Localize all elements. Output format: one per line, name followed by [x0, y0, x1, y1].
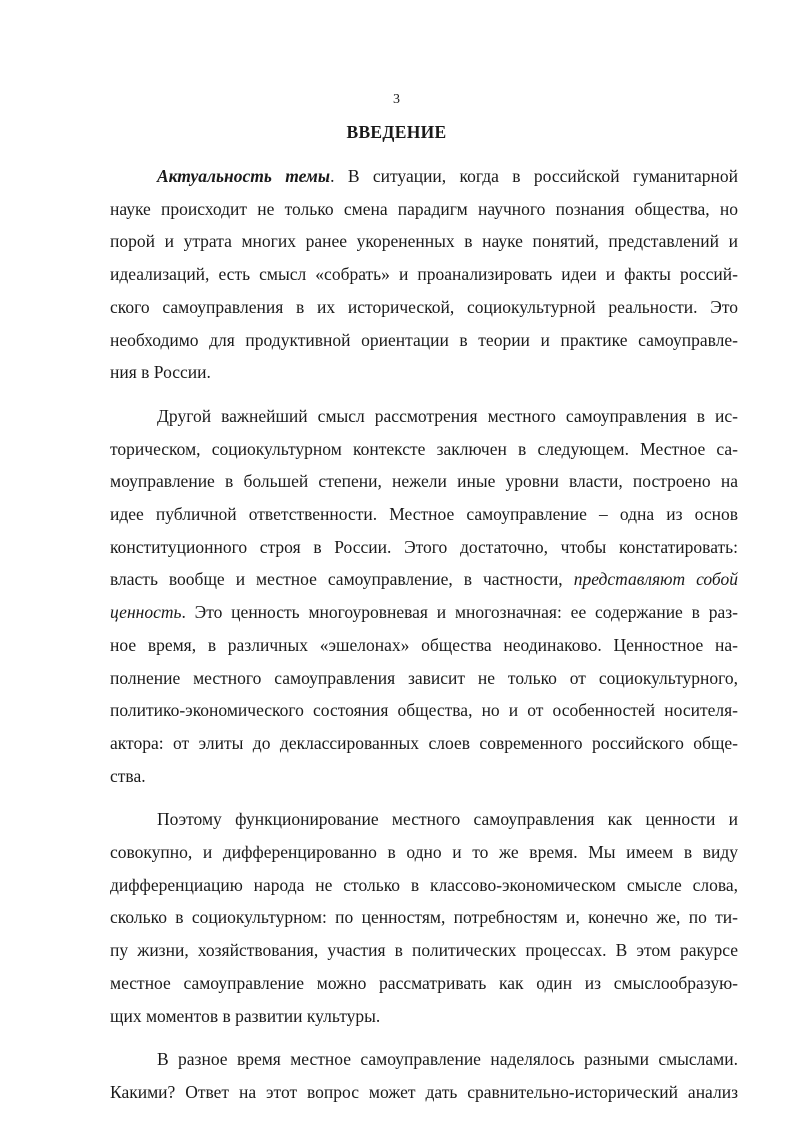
- text-line: пу жизни, хозяйствования, участия в политических процессах. В этом ракурсе: [110, 940, 738, 961]
- paragraph-3: [110, 803, 738, 1032]
- text-line: необходимо для продуктивной ориентации в теории и практике самоуправле-: [110, 329, 738, 350]
- text-line: Актуальность темы. В ситуации, когда в российской гуманитарной: [157, 166, 739, 186]
- text-line: полнение местного самоуправления зависит не только от социокультурного,: [110, 667, 738, 688]
- text-line: политико-экономического состояния общества, но и от особенностей носителя-: [110, 700, 738, 721]
- text-line: дифференциацию народа не столько в классово-экономическом смысле слова,: [110, 874, 738, 895]
- text-line: идеализаций, есть смысл «собрать» и проанализировать идеи и факты россий-: [110, 264, 738, 285]
- paragraph-2: [110, 400, 738, 792]
- page-number: 3: [393, 92, 400, 107]
- paragraph-4: [110, 1043, 738, 1108]
- text-line: щих моментов в развитии культуры.: [110, 1005, 381, 1026]
- italic-phrase: ценность: [110, 602, 182, 623]
- text-line: моуправление в большей степени, нежели иные уровни власти, построено на: [110, 471, 738, 492]
- text-line: совокупно, и дифференцированно в одно и то же время. Мы имеем в виду: [110, 842, 738, 863]
- text-line: власть вообще и местное самоуправление, в частности, представляют собой: [110, 569, 738, 590]
- text-line: ценность. Это ценность многоуровневая и многозначная: ее содержание в раз-: [110, 602, 738, 623]
- italic-phrase: представляют собой: [573, 569, 738, 590]
- text-line: местное самоуправление можно рассматривать как один из смыслообразую-: [110, 972, 738, 993]
- text-line: Какими? Ответ на этот вопрос может дать сравнительно-исторический анализ: [110, 1081, 738, 1102]
- text-line: конституционного строя в России. Этого достаточно, чтобы констатировать:: [110, 536, 738, 557]
- paragraph-1: [110, 160, 738, 389]
- text-line: порой и утрата многих ранее укорененных в науке понятий, представлений и: [110, 231, 738, 252]
- body-text: [110, 160, 738, 1120]
- page-title: ВВЕДЕНИЕ: [346, 122, 447, 142]
- text-line: ния в России.: [110, 362, 211, 383]
- lead-term: Актуальность темы: [157, 166, 331, 186]
- text-line: ства.: [110, 765, 146, 786]
- text-line: идее публичной ответственности. Местное самоуправление – одна из основ: [110, 504, 738, 525]
- text-line: Поэтому функционирование местного самоуправления как ценности и: [157, 809, 738, 830]
- text-line: торическом, социокультурном контексте заключен в следующем. Местное са-: [110, 438, 738, 459]
- text-line: ского самоуправления в их исторической, социокультурной реальности. Это: [110, 296, 738, 317]
- text-line: сколько в социокультурном: по ценностям, потребностям и, конечно же, по ти-: [110, 907, 738, 928]
- text-line: ное время, в различных «эшелонах» общества неодинаково. Ценностное на-: [110, 634, 738, 655]
- text-line: В разное время местное самоуправление наделялось разными смыслами.: [157, 1049, 738, 1070]
- text-line: Другой важнейший смысл рассмотрения местного самоуправления в ис-: [157, 405, 738, 426]
- text-line: науке происходит не только смена парадигм научного познания общества, но: [110, 198, 738, 219]
- text-line: актора: от элиты до деклассированных слоев современного российского обще-: [110, 732, 738, 753]
